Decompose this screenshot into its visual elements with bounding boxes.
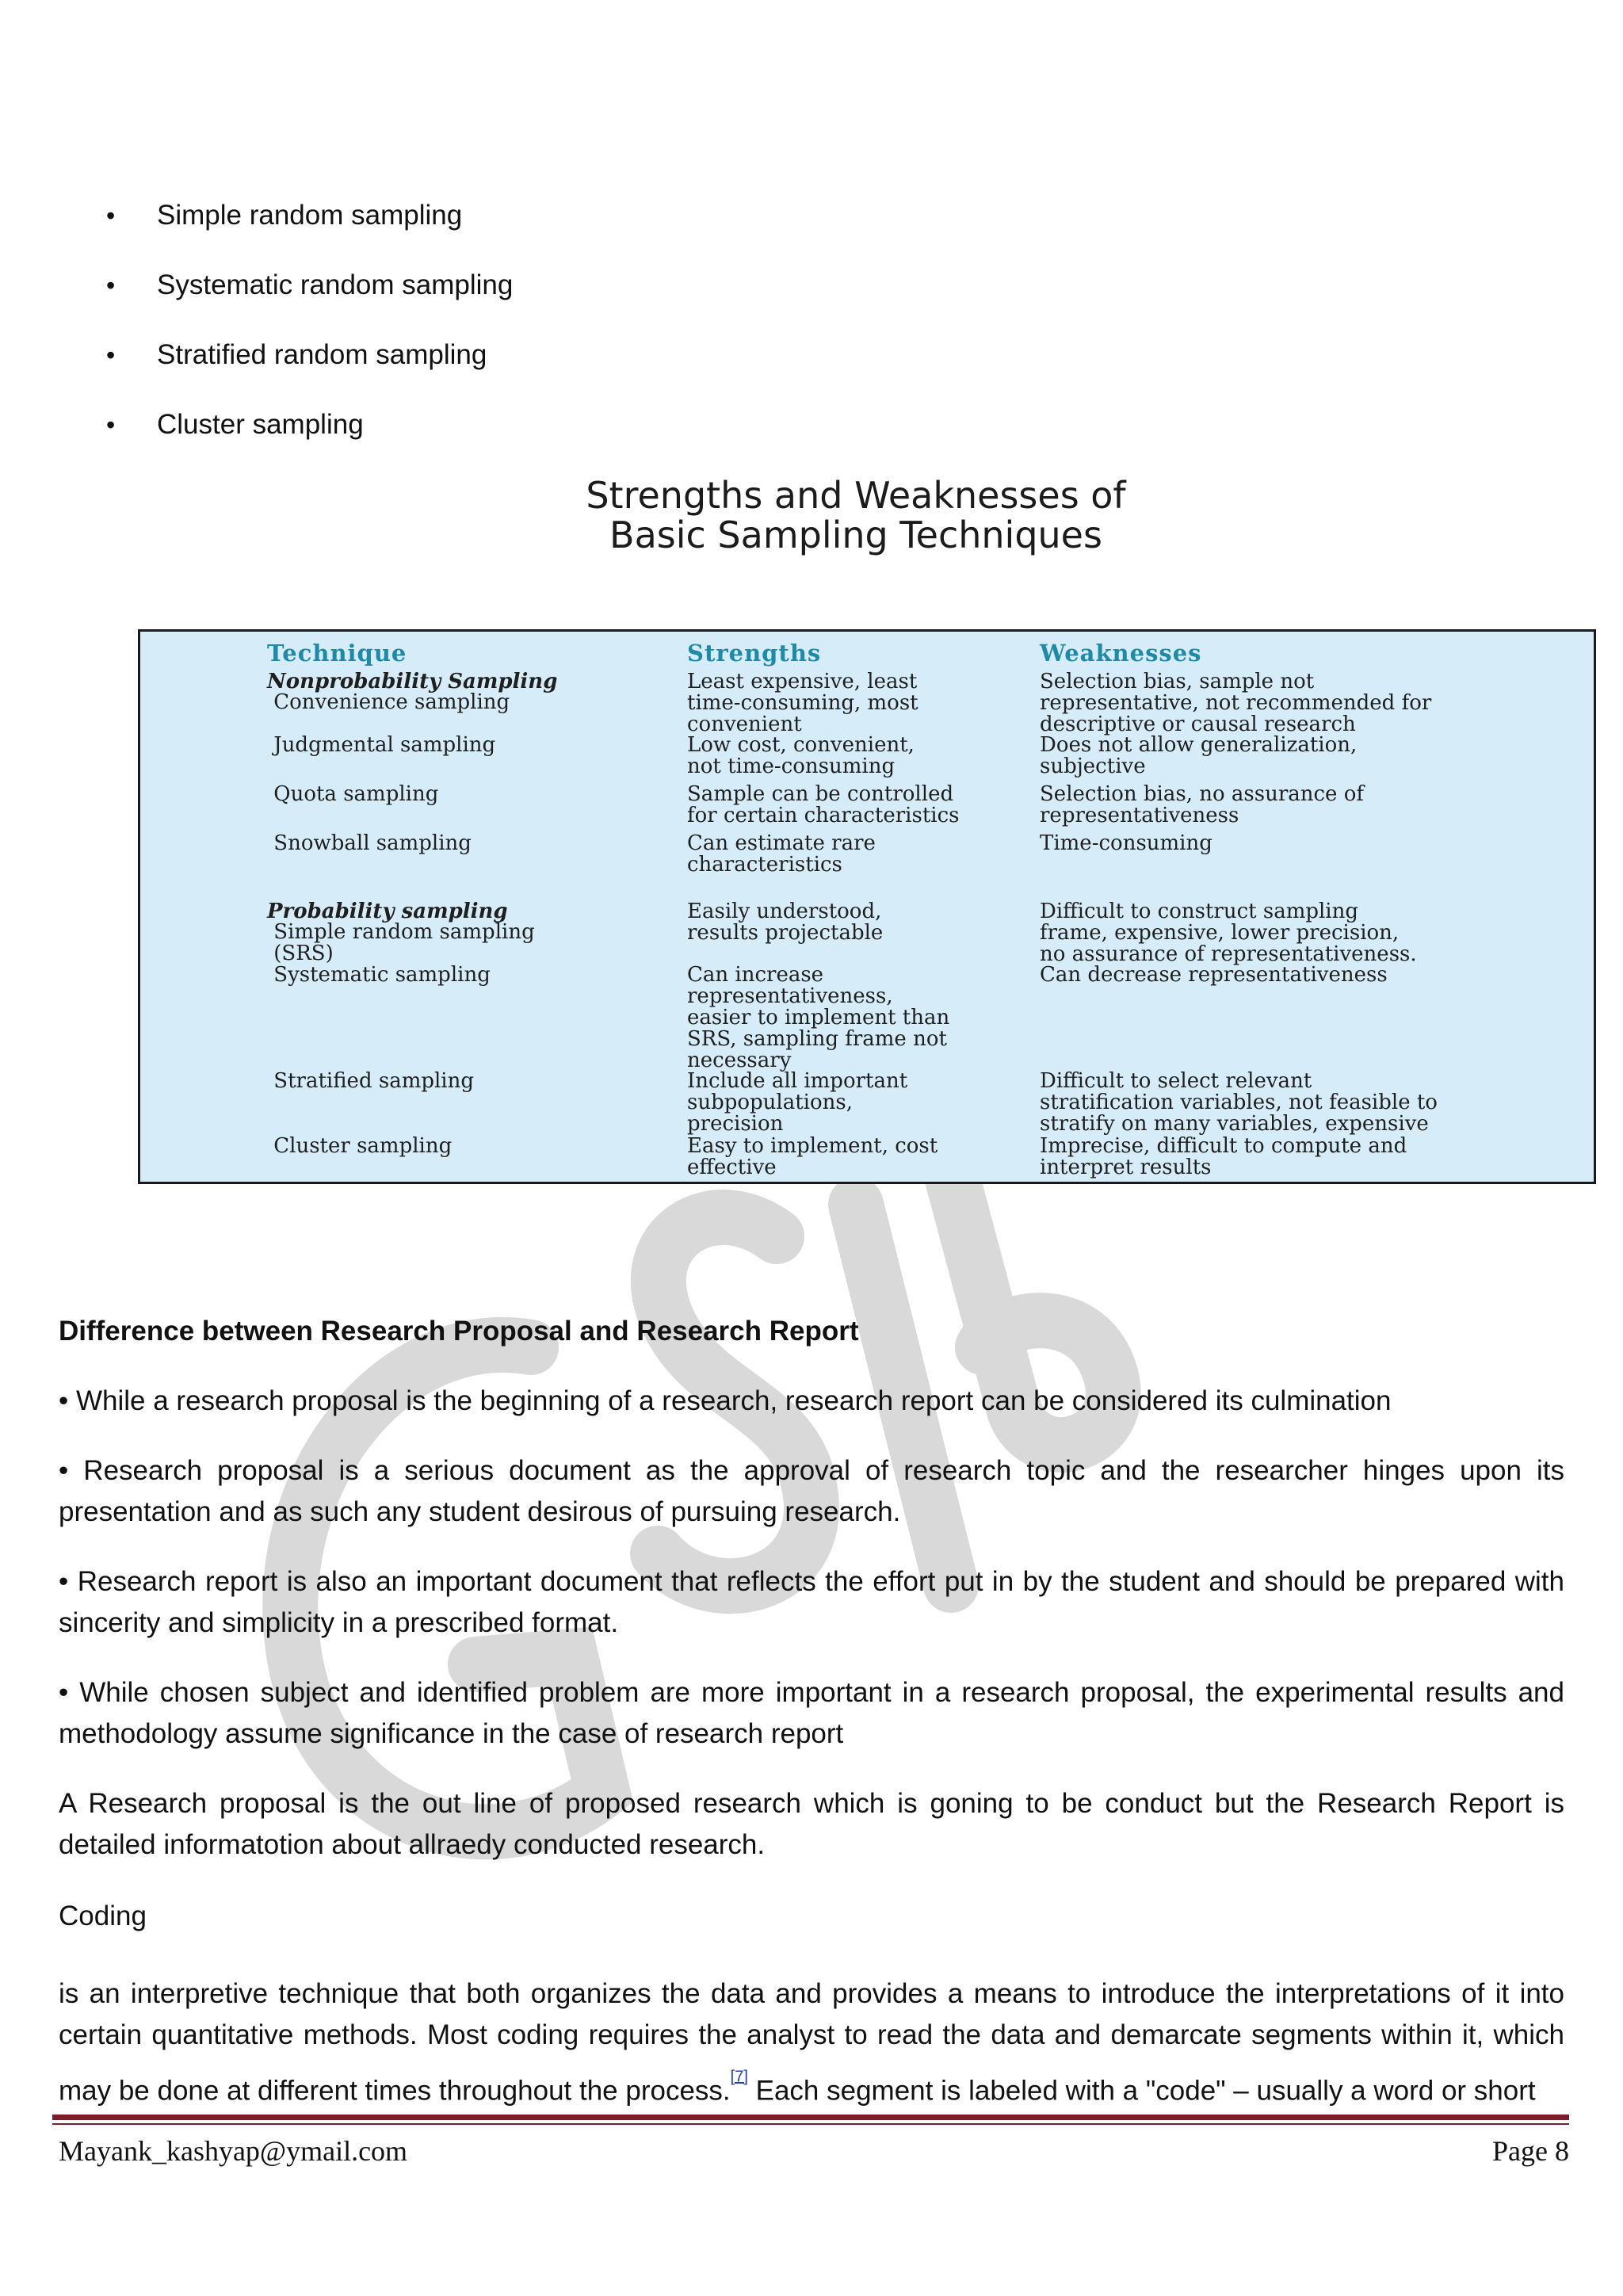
bullet-glyph: • [106,201,116,230]
figure-title-line-1: Strengths and Weaknesses of [586,474,1126,517]
paragraph: A Research proposal is the out line of proposed research which is goning to be conduct but the Research Report is detailed informatotion about allraedy conducted research. [59,1788,1564,1860]
table-cell-weaknesses: Time-consuming [1040,831,1212,855]
table-cell-weaknesses: Difficult to construct sampling frame, expensive, lower precision, no assurance of representativeness. [1040,900,1417,966]
table-cell-technique: Quota sampling [267,782,439,806]
table-cell-weaknesses: Does not allow generalization, subjective [1040,733,1358,778]
list-item [106,263,513,333]
list-item-text: Stratified random sampling [157,339,487,370]
table-cell-technique: Stratified sampling [267,1069,475,1093]
list-item [106,333,513,403]
paragraph: • Research report is also an important document that reflects the effort put in by the student and should be prepared with sincerity and simplicity in a prescribed format. [59,1566,1564,1638]
sampling-techniques-table [138,629,1596,1184]
column-header-strengths: Strengths [687,640,822,667]
group-label-probability: Probability sampling [267,900,508,923]
citation-link[interactable]: [7] [730,2068,748,2085]
sampling-methods-list [106,193,513,472]
list-item-text: Systematic random sampling [157,269,514,300]
table-cell-strengths: Can increase representativeness, easier to implement than SRS, sampling frame not necessary [687,963,950,1072]
list-item [106,193,513,263]
coding-title: Coding [59,1901,147,1931]
table-cell-strengths: Include all important subpopulations, precision [687,1069,908,1136]
list-item-text: Simple random sampling [157,200,463,231]
table-cell-technique: Systematic sampling [267,963,491,987]
table-cell-weaknesses: Imprecise, difficult to compute and interpret results [1040,1134,1407,1179]
bullet-glyph: • [106,271,116,300]
table-cell-technique: Snowball sampling [267,831,472,855]
table-cell-strengths: Easily understood, results projectable [687,900,884,945]
table-cell-weaknesses: Selection bias, no assurance of representativeness [1040,782,1364,827]
table-cell-strengths: Least expensive, least time-consuming, most convenient [687,670,918,736]
table-cell-weaknesses: Difficult to select relevant stratification variables, not feasible to stratify on many variables, expensive [1040,1069,1438,1136]
table-cell-weaknesses: Selection bias, sample not representative, not recommended for descriptive or causal research [1040,670,1432,736]
page-number: Page 8 [1492,2135,1569,2167]
table-cell-technique: Judgmental sampling [267,733,496,757]
group-label-nonprobability: Nonprobability Sampling [267,670,558,693]
citation [731,2070,748,2095]
table-cell-strengths: Easy to implement, cost effective [687,1134,938,1179]
column-header-technique: Technique [267,640,407,667]
column-header-weaknesses: Weaknesses [1040,640,1202,667]
figure-title-line-2: Basic Sampling Techniques [609,514,1102,556]
paragraph: • While chosen subject and identified problem are more important in a research proposal, the experimental results and methodology assume significance in the case of research report [59,1677,1564,1749]
table-cell-strengths: Can estimate rare characteristics [687,831,876,877]
footer-email: Mayank_kashyap@ymail.com [59,2135,408,2167]
footer-rule [52,2115,1569,2120]
table-cell-strengths: Sample can be controlled for certain characteristics [687,782,960,827]
list-item [106,403,513,472]
paragraph-text: Each segment is labeled with a "code" – usually a word or short [747,2075,1536,2107]
table-cell-technique: Convenience sampling [267,690,510,714]
figure-title [444,476,1268,555]
paragraph: • While a research proposal is the beginning of a research, research report can be considered its culmination [59,1385,1392,1416]
list-item-text: Cluster sampling [157,409,364,440]
bullet-glyph: • [106,341,116,369]
paragraph [59,1973,1564,2111]
bullet-glyph: • [106,411,116,439]
footer-rule-thin [52,2123,1569,2125]
paragraph-text: is an interpretive technique that both organizes the data and provides a means to introduce the interpretations of it into certain quantitative methods. Most coding requires the analyst to read the data and demarcate segments within it, which may be done at different times throughout the process. [59,1978,1564,2107]
table-cell-technique: Simple random sampling (SRS) [273,920,535,965]
table-cell-weaknesses: Can decrease representativeness [1040,963,1388,987]
table-cell-technique: Cluster sampling [267,1134,453,1158]
table-cell-strengths: Low cost, convenient, not time-consuming [687,733,915,778]
section-heading: Difference between Research Proposal and Research Report [59,1316,859,1347]
paragraph: • Research proposal is a serious document as the approval of research topic and the researcher hinges upon its presentation and as such any student desirous of pursuing research. [59,1455,1564,1527]
